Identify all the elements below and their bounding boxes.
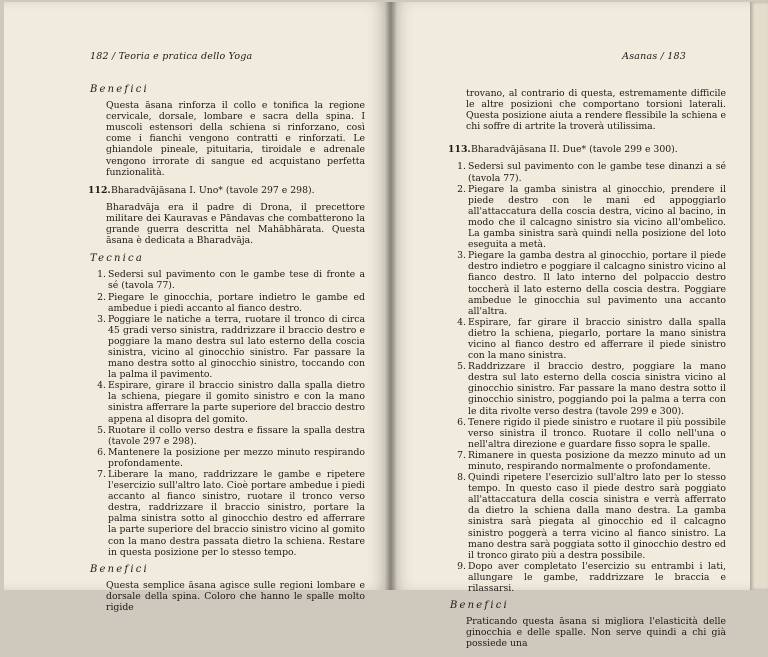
step-item <box>90 447 365 469</box>
benefici-paragraph-2: Questa semplice āsana agisce sulle regioni lombare e dorsale della spina. Coloro che hanno le spalle molto rigide <box>106 579 365 614</box>
section-intro: Bharadvāja era il padre di Drona, il precettore militare dei Kauravas e Pāndavas che combatterono la grande guerra descritta nel Mahābhārata. Questa āsana è dedicata a Bharadvāja. <box>106 201 365 247</box>
step-text: Rimanere in questa posizione da mezzo minuto ad un minuto, respirando normalmente o profondamente. <box>468 449 726 472</box>
left-page-content <box>90 84 365 620</box>
step-item <box>90 380 365 424</box>
section-title: Bharadvājāsana II. Due* (tavole 299 e 300). <box>470 144 678 156</box>
step-text: Piegare la gamba destra al ginocchio, portare il piede destro indietro e poggiare il calcagno sinistro vicino al fianco destro. Il lato interno del polpaccio destro toccherà il lato esterno della coscia destra. Poggiare ambedue le ginocchia sul pavimento una accanto all'altra. <box>468 250 726 317</box>
step-number: 7. <box>97 469 106 480</box>
section-title: Bharadvājāsana I. Uno* (tavole 297 e 298). <box>110 184 315 196</box>
step-text: Tenere rigido il piede sinistro e ruotare il più possibile verso sinistra il tronco. Ruotare il collo nell'una o nell'altra direzione e guardare fisso sopra le spalle. <box>468 416 726 450</box>
step-item <box>450 184 726 251</box>
step-number: 7. <box>457 449 466 461</box>
right-page <box>390 2 750 650</box>
step-number: 6. <box>457 416 466 428</box>
benefici-heading: Benefici <box>450 600 509 612</box>
benefici-paragraph: Questa āsana rinforza il collo e tonifica la regione cervicale, dorsale, lombare e sacra della spina. I muscoli estensori della schiena si rinforzano, così come i fianchi vengono contratti e rinforzati. Le ghiandole pineale, pituitaria, tiroidale e adrenale vengono irrorate di sangue ed acquistano perfetta funzionalità. <box>106 100 365 178</box>
continuation-paragraph: trovano, al contrario di questa, estremamente difficile le altre posizioni che comportano torsioni laterali. Questa posizione aiuta a rendere flessibile la schiena e chi soffre di artrite la troverà utilissima. <box>466 88 726 133</box>
step-item <box>90 269 365 291</box>
section-heading-112 <box>90 185 365 196</box>
step-text: Sedersi sul pavimento con le gambe tese dinanzi a sé (tavola 77). <box>468 161 726 184</box>
step-number: 5. <box>97 424 106 436</box>
step-text: Espirare, far girare il braccio sinistro dalla spalla dietro la schiena, piegarlo, portare la mano sinistra vicino al fianco destro ed afferrare il piede sinistro con la mano sinistra. <box>468 316 726 362</box>
step-item <box>450 361 726 416</box>
technique-steps <box>90 269 365 557</box>
page-edge <box>750 2 768 590</box>
step-item <box>90 469 365 558</box>
step-number: 2. <box>457 183 466 195</box>
step-item <box>450 561 726 594</box>
step-item <box>450 450 726 472</box>
step-item <box>90 425 365 447</box>
step-number: 5. <box>457 361 466 373</box>
left-page <box>4 2 390 614</box>
step-item <box>450 161 726 183</box>
step-text: Dopo aver completato l'esercizio su entrambi i lati, allungare le gambe, raddrizzare le braccia e rilassarsi. <box>468 560 726 595</box>
step-item <box>450 417 726 450</box>
step-text: Sedersi sul pavimento con le gambe tese di fronte a sé (tavola 77). <box>108 269 365 292</box>
section-number: 112. <box>88 184 111 196</box>
section-heading-113 <box>450 144 726 155</box>
book-gutter <box>385 2 397 590</box>
technique-steps <box>450 161 726 594</box>
step-number: 4. <box>457 316 466 328</box>
step-text: Mantenere la posizione per mezzo minuto respirando profondamente. <box>108 446 365 469</box>
step-item <box>450 472 726 561</box>
right-page-header: Asanas / 183 <box>622 51 686 62</box>
step-text: Espirare, girare il braccio sinistro dalla spalla dietro la schiena, piegare il gomito sinistro e con la mano sinistra afferrare la parte superiore del braccio destro appena al disopra del gomito. <box>108 380 365 425</box>
tecnica-heading: Tecnica <box>90 253 145 265</box>
step-number: 1. <box>457 161 466 173</box>
benefici-heading-2: Benefici <box>90 563 149 575</box>
section-number: 113. <box>448 144 471 156</box>
step-number: 1. <box>97 269 106 281</box>
step-text: Piegare le ginocchia, portare indietro le gambe ed ambedue i piedi accanto al fianco destro. <box>108 291 365 314</box>
step-text: Piegare la gamba sinistra al ginocchio, prendere il piede destro con le mani ed appoggiarlo all'attaccatura della coscia destra, vicino al bacino, in modo che il calcagno sinistro sia vicino all'ombelico. La gamba sinistra sarà quindi nella posizione del loto eseguita a metà. <box>468 183 726 251</box>
step-text: Raddrizzare il braccio destro, poggiare la mano destra sul lato esterno della coscia sinistra vicino al ginocchio sinistro. Far passare la mano destra sotto il ginocchio sinistro, poggiando poi la palma a terra con le dita rivolte verso destra (tavole 299 e 300). <box>468 361 726 417</box>
step-item <box>450 317 726 361</box>
step-number: 6. <box>97 446 106 458</box>
right-page-content <box>450 88 726 657</box>
step-number: 8. <box>457 472 466 484</box>
benefici-paragraph: Praticando questa āsana si migliora l'elasticità delle ginocchia e delle spalle. Non serve quindi a chi già possiede una <box>466 616 726 650</box>
step-number: 2. <box>97 291 106 303</box>
step-number: 3. <box>97 313 106 325</box>
step-number: 4. <box>97 380 106 392</box>
left-page-header: 182 / Teoria e pratica dello Yoga <box>90 51 253 62</box>
step-text: Poggiare le natiche a terra, ruotare il tronco di circa 45 gradi verso sinistra, raddrizzare il braccio destro e poggiare la mano destra sul lato esterno della coscia sinistra, vicino al ginocchio sinistro. Far passare la mano destra sotto al ginocchio sinistro, toccando con la palma il pavimento. <box>108 313 365 381</box>
step-text: Liberare la mano, raddrizzare le gambe e ripetere l'esercizio sull'altro lato. Cioè portare ambedue i piedi accanto al fianco sinistro, ruotare il tronco verso destra, raddrizzare il braccio sinistro, portare la palma sinistra sotto al ginocchio destro ed afferrare la parte superiore del braccio sinistro vicino al gomito con la mano destra passata dietro la schiena. Restare in questa posizione per lo stesso tempo. <box>108 469 365 558</box>
step-text: Quindi ripetere l'esercizio sull'altro lato per lo stesso tempo. In questo caso il piede destro sarà poggiato all'attaccatura della coscia sinistra e verrà afferrato da dietro la schiena dalla mano destra. La gamba sinistra sarà piegata al ginocchio ed il calcagno sinistro poggerà a terra vicino al fianco sinistro. La mano destra sarà poggiata sotto il ginocchio destro ed il tronco girato più a destra possibile. <box>468 472 726 561</box>
step-item <box>90 292 365 314</box>
benefici-heading: Benefici <box>90 84 149 95</box>
step-number: 3. <box>457 250 466 262</box>
step-number: 9. <box>457 560 466 572</box>
step-item <box>450 250 726 317</box>
step-text: Ruotare il collo verso destra e fissare la spalla destra (tavole 297 e 298). <box>108 424 365 447</box>
step-item <box>90 314 365 381</box>
